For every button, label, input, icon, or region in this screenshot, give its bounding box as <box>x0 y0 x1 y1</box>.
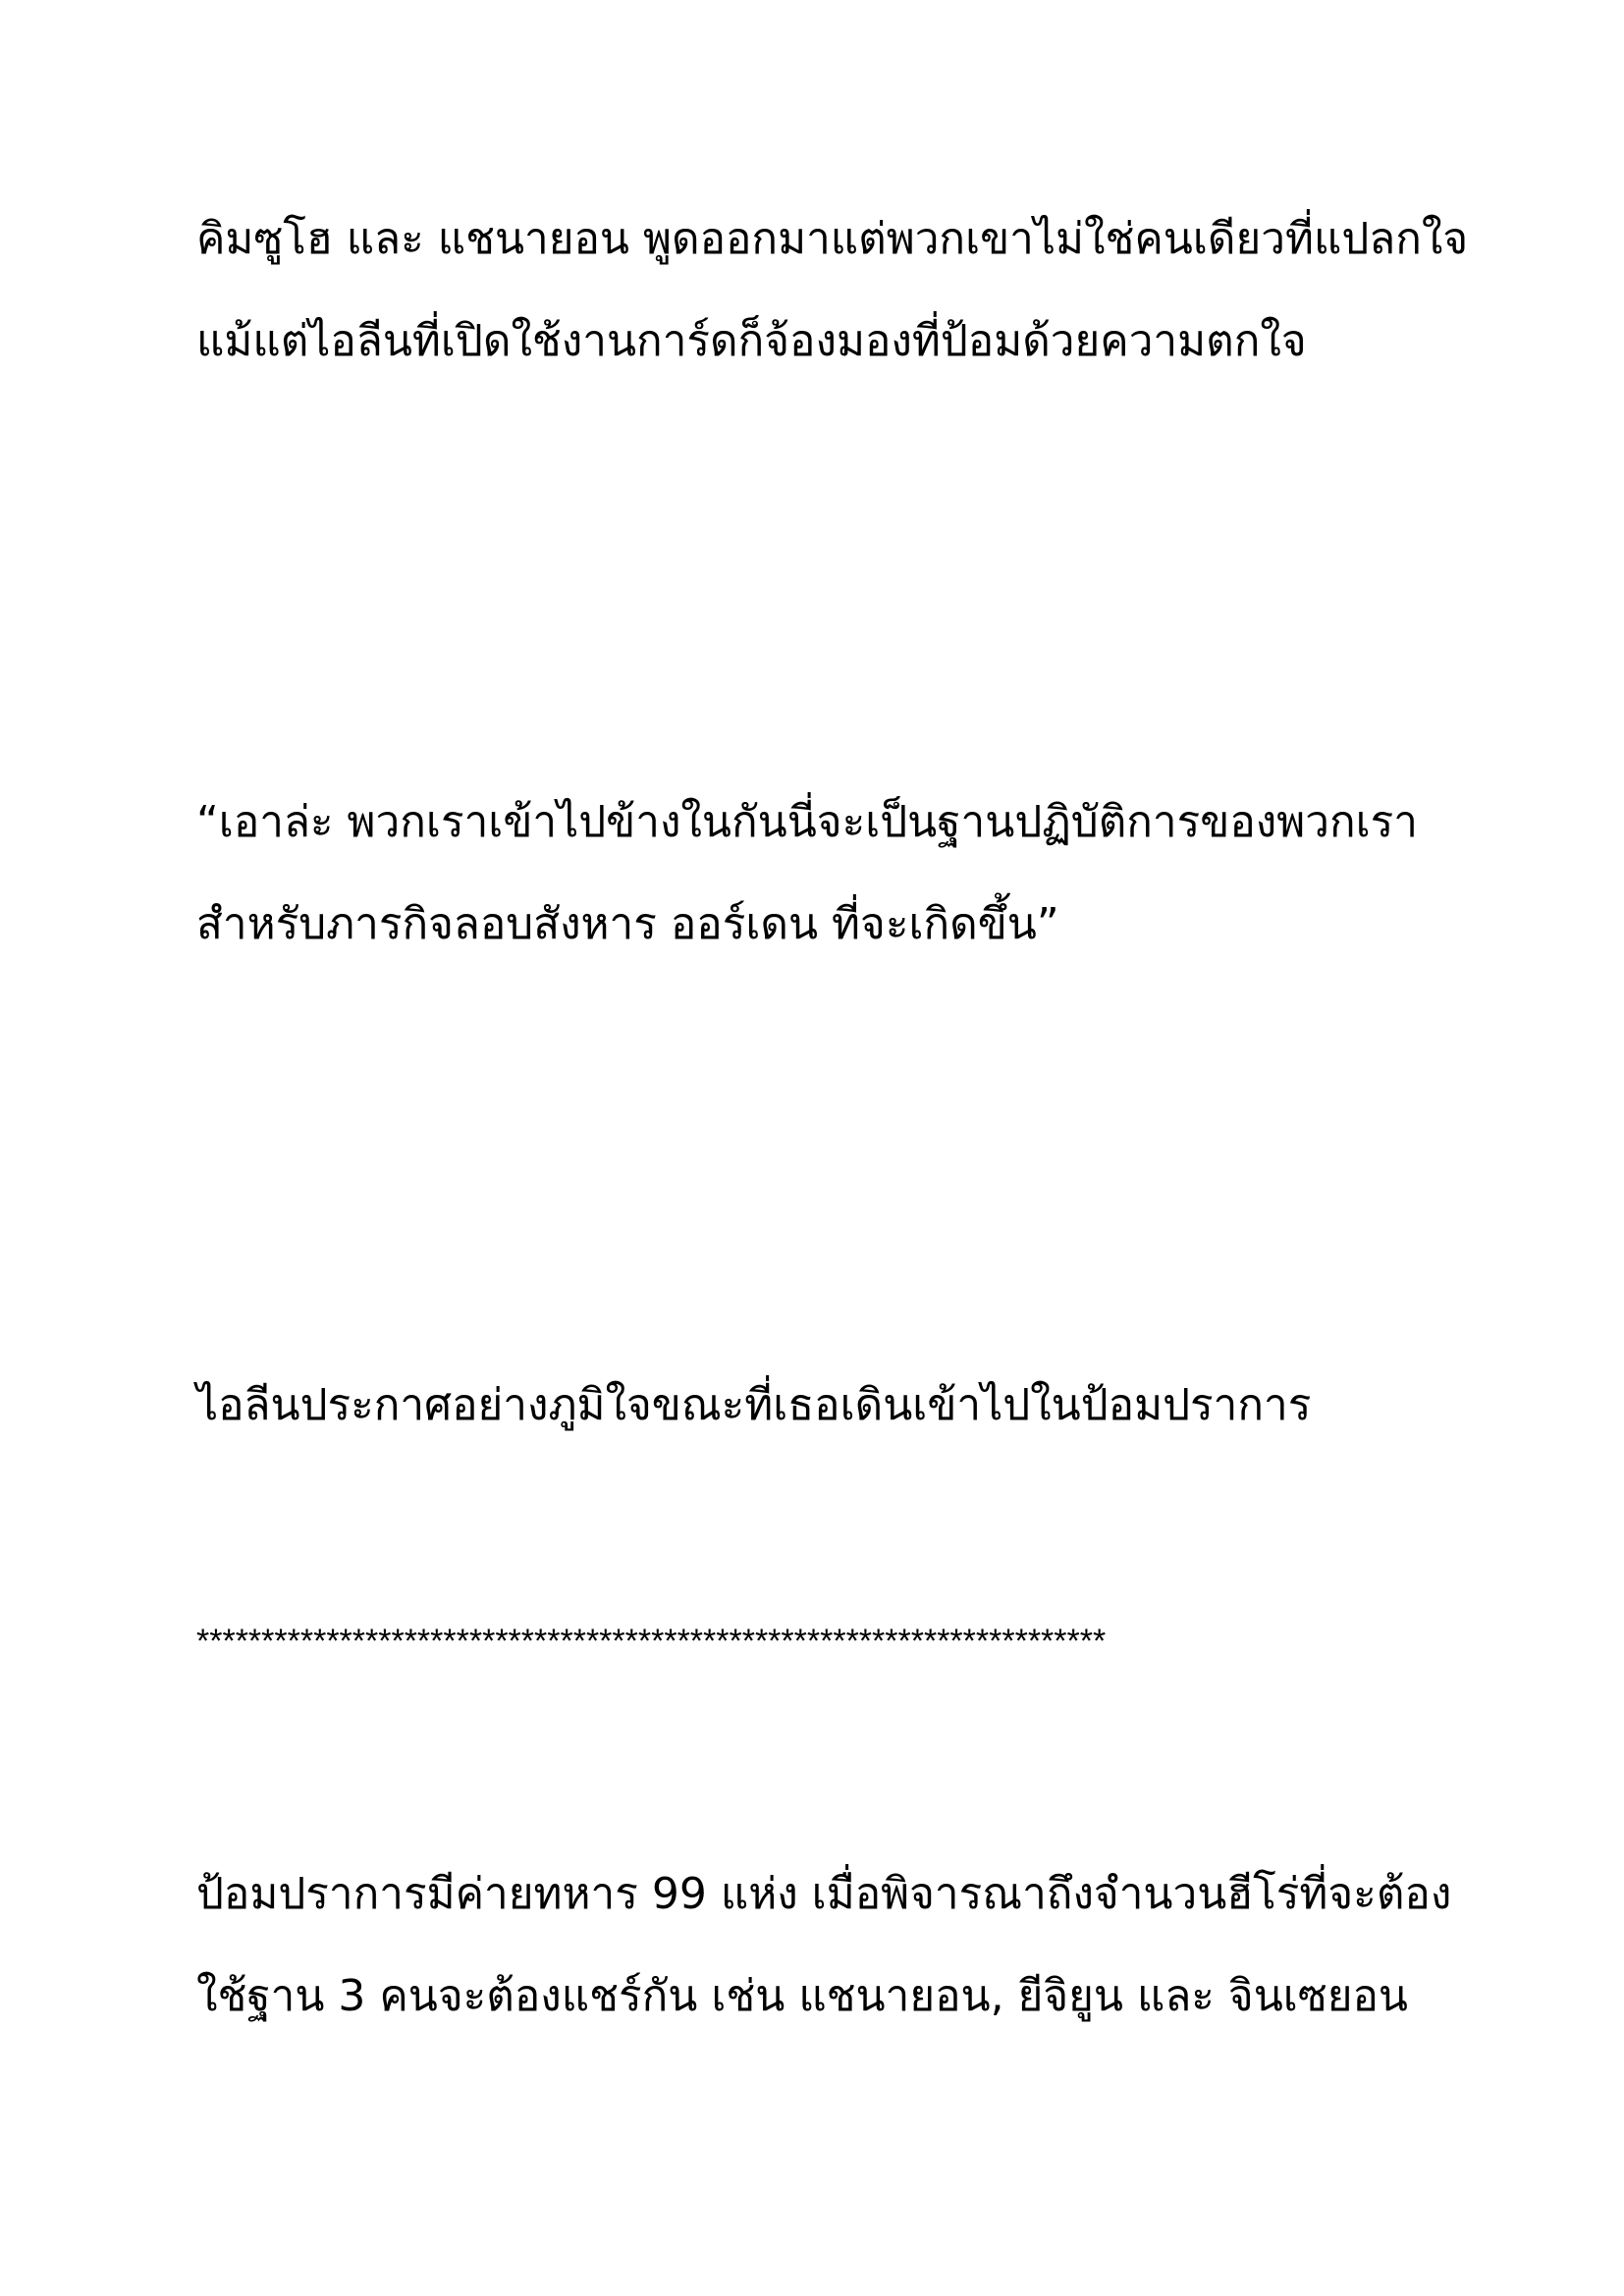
paragraph-4-line-2: ใช้ฐาน 3 คนจะต้องแชร์กัน เช่น แชนายอน, ยีจิยูน และ จินเซยอน <box>196 1971 1408 2021</box>
paragraph-3-line-1: ไอลีนประกาศอย่างภูมิใจขณะที่เธอเดินเข้าไปในป้อมปราการ <box>196 1380 1312 1430</box>
paragraph-1-line-2: แม้แต่ไอลีนที่เปิดใช้งานการ์ดก็จ้องมองที่ป้อมด้วยความตกใจ <box>196 316 1307 366</box>
paragraph-2-line-2: สำหรับภารกิจลอบสังหาร ออร์เดน ที่จะเกิดขึ้น” <box>196 899 1059 949</box>
paragraph-1-line-1: คิมซูโฮ และ แชนายอน พูดออกมาแต่พวกเขาไม่ใช่คนเดียวที่แปลกใจ <box>196 214 1469 264</box>
scene-separator: ********************************************************************** <box>196 1623 1107 1660</box>
paragraph-4-line-1: ป้อมปราการมีค่ายทหาร 99 แห่ง เมื่อพิจารณาถึงจำนวนฮีโร่ที่จะต้อง <box>196 1869 1452 1919</box>
paragraph-2-line-1: “เอาล่ะ พวกเราเข้าไปข้างในกันนี่จะเป็นฐานปฏิบัติการของพวกเรา <box>196 797 1418 847</box>
